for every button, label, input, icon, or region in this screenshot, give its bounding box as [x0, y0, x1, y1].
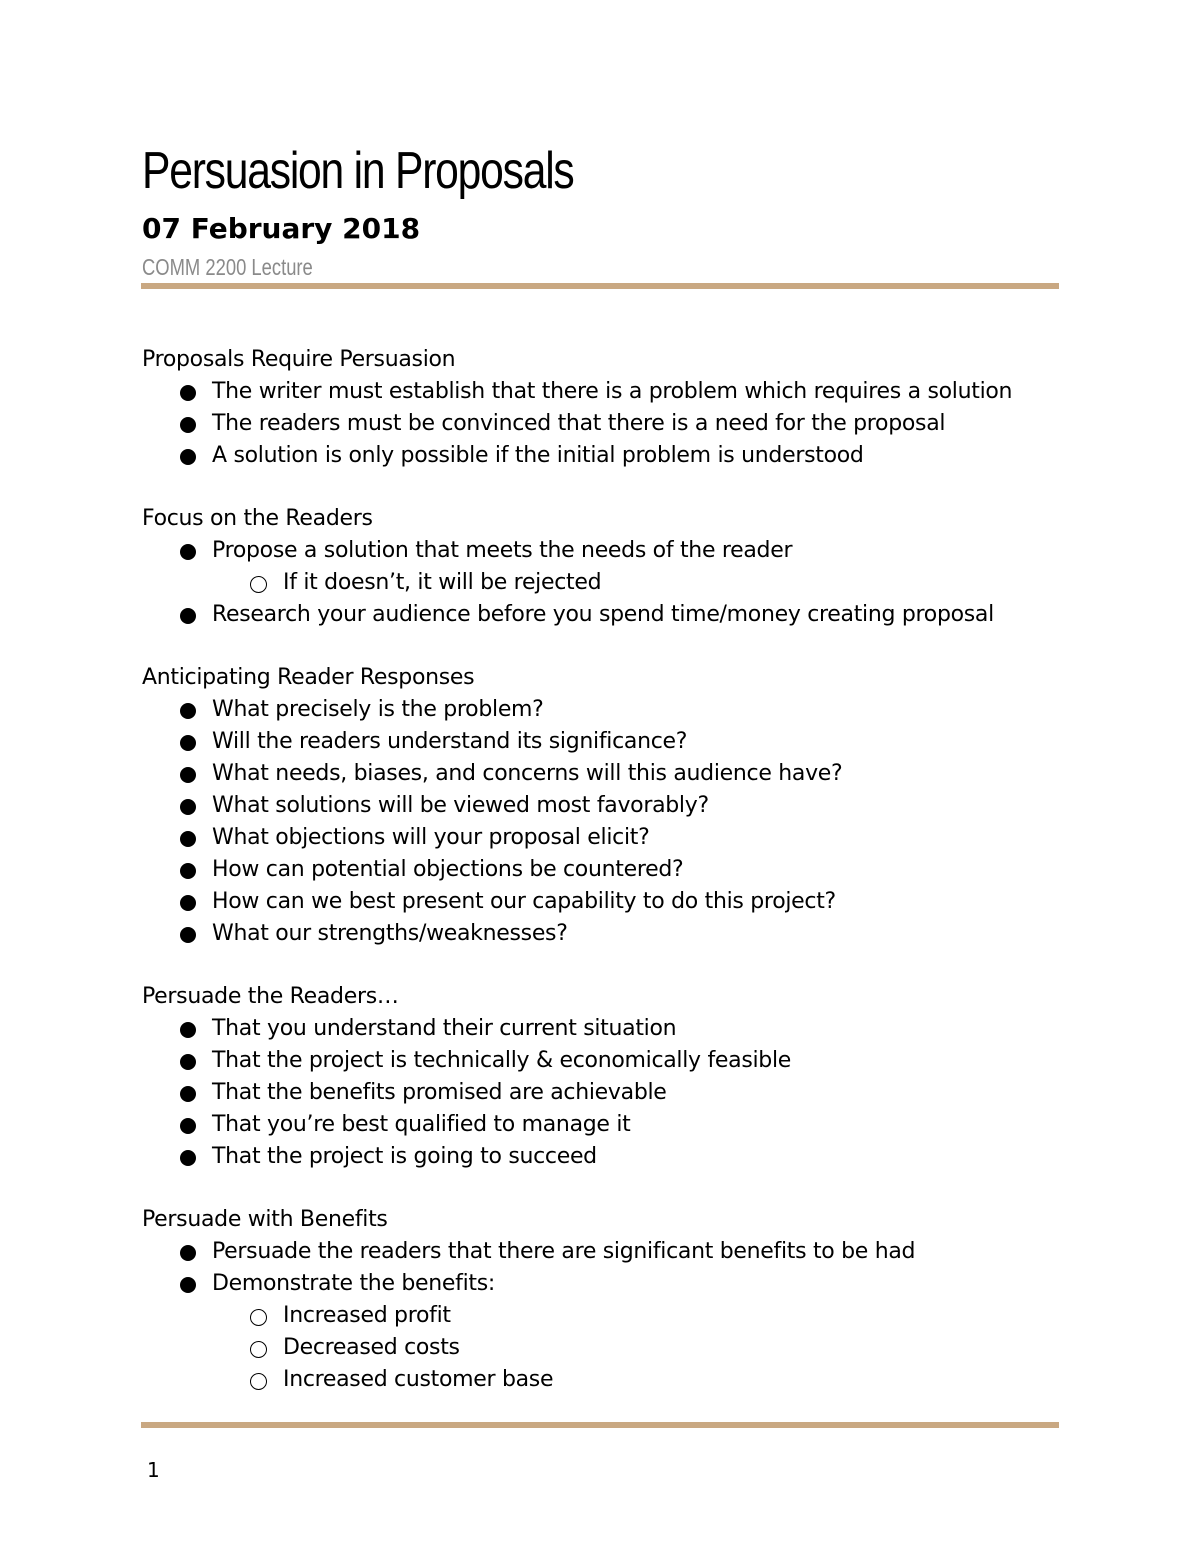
- list-item: Will the readers understand its significance?: [142, 726, 1142, 758]
- sub-list-item: Increased customer base: [142, 1364, 1142, 1396]
- sub-bullet-list: [142, 567, 1142, 599]
- sub-list-item: Decreased costs: [142, 1332, 1142, 1364]
- list-item: The writer must establish that there is a problem which requires a solution: [142, 376, 1142, 408]
- list-item: A solution is only possible if the initial problem is understood: [142, 440, 1142, 472]
- bullet-icon: [180, 863, 196, 879]
- bullet-icon: [180, 703, 196, 719]
- bullet-icon: [180, 417, 196, 433]
- list-item: Research your audience before you spend time/money creating proposal: [142, 599, 1142, 631]
- section-heading: Anticipating Reader Responses: [142, 665, 475, 690]
- section-heading: Persuade with Benefits: [142, 1207, 388, 1232]
- list-item: What solutions will be viewed most favorably?: [142, 790, 1142, 822]
- bullet-list: [142, 1236, 1142, 1396]
- hollow-bullet-icon: [250, 1373, 267, 1390]
- bullet-icon: [180, 831, 196, 847]
- section-focus-on-readers: [142, 503, 1142, 631]
- hollow-bullet-icon: [250, 1341, 267, 1358]
- list-item: That you’re best qualified to manage it: [142, 1109, 1142, 1141]
- section-heading: Persuade the Readers…: [142, 984, 399, 1009]
- bullet-list: [142, 694, 1142, 950]
- bullet-icon: [180, 1022, 196, 1038]
- bullet-icon: [180, 1118, 196, 1134]
- bullet-icon: [180, 767, 196, 783]
- list-item: How can we best present our capability to do this project?: [142, 886, 1142, 918]
- bullet-icon: [180, 735, 196, 751]
- bullet-icon: [180, 1150, 196, 1166]
- bullet-icon: [180, 895, 196, 911]
- list-item: Propose a solution that meets the needs of the reader: [142, 535, 1142, 567]
- list-item: What objections will your proposal elicit?: [142, 822, 1142, 854]
- list-item: Persuade the readers that there are significant benefits to be had: [142, 1236, 1142, 1268]
- sub-list-item: Increased profit: [142, 1300, 1142, 1332]
- list-item: How can potential objections be countered?: [142, 854, 1142, 886]
- page-title: Persuasion in Proposals: [142, 142, 574, 200]
- page-number: 1: [147, 1458, 160, 1482]
- footer-divider: [141, 1422, 1059, 1428]
- hollow-bullet-icon: [250, 576, 267, 593]
- list-item: What our strengths/weaknesses?: [142, 918, 1142, 950]
- section-proposals-require-persuasion: [142, 344, 1142, 472]
- list-item: What needs, biases, and concerns will this audience have?: [142, 758, 1142, 790]
- hollow-bullet-icon: [250, 1309, 267, 1326]
- list-item: That you understand their current situation: [142, 1013, 1142, 1045]
- list-item: Demonstrate the benefits:: [142, 1268, 1142, 1300]
- section-heading: Proposals Require Persuasion: [142, 347, 456, 372]
- section-persuade-with-benefits: [142, 1204, 1142, 1396]
- list-item: That the benefits promised are achievable: [142, 1077, 1142, 1109]
- bullet-icon: [180, 608, 196, 624]
- bullet-icon: [180, 544, 196, 560]
- bullet-list: [142, 1013, 1142, 1173]
- lecture-date: 07 February 2018: [142, 212, 421, 245]
- sub-list-item: If it doesn’t, it will be rejected: [142, 567, 1142, 599]
- course-subtitle: COMM 2200 Lecture: [142, 254, 313, 280]
- bullet-icon: [180, 385, 196, 401]
- bullet-icon: [180, 1086, 196, 1102]
- document-body: [142, 344, 1142, 1427]
- list-item: The readers must be convinced that there is a need for the proposal: [142, 408, 1142, 440]
- section-anticipating-reader-responses: [142, 662, 1142, 950]
- section-heading: Focus on the Readers: [142, 506, 373, 531]
- sub-list-wrapper: [142, 567, 1142, 599]
- bullet-icon: [180, 1245, 196, 1261]
- list-item: What precisely is the problem?: [142, 694, 1142, 726]
- header-divider: [141, 283, 1059, 289]
- bullet-icon: [180, 927, 196, 943]
- bullet-icon: [180, 799, 196, 815]
- bullet-icon: [180, 1277, 196, 1293]
- list-item: That the project is technically & economically feasible: [142, 1045, 1142, 1077]
- bullet-list: [142, 376, 1142, 472]
- list-item: That the project is going to succeed: [142, 1141, 1142, 1173]
- bullet-icon: [180, 449, 196, 465]
- sub-list-wrapper: [142, 1300, 1142, 1396]
- bullet-list: [142, 535, 1142, 631]
- sub-bullet-list: [142, 1300, 1142, 1396]
- bullet-icon: [180, 1054, 196, 1070]
- section-persuade-the-readers: [142, 981, 1142, 1173]
